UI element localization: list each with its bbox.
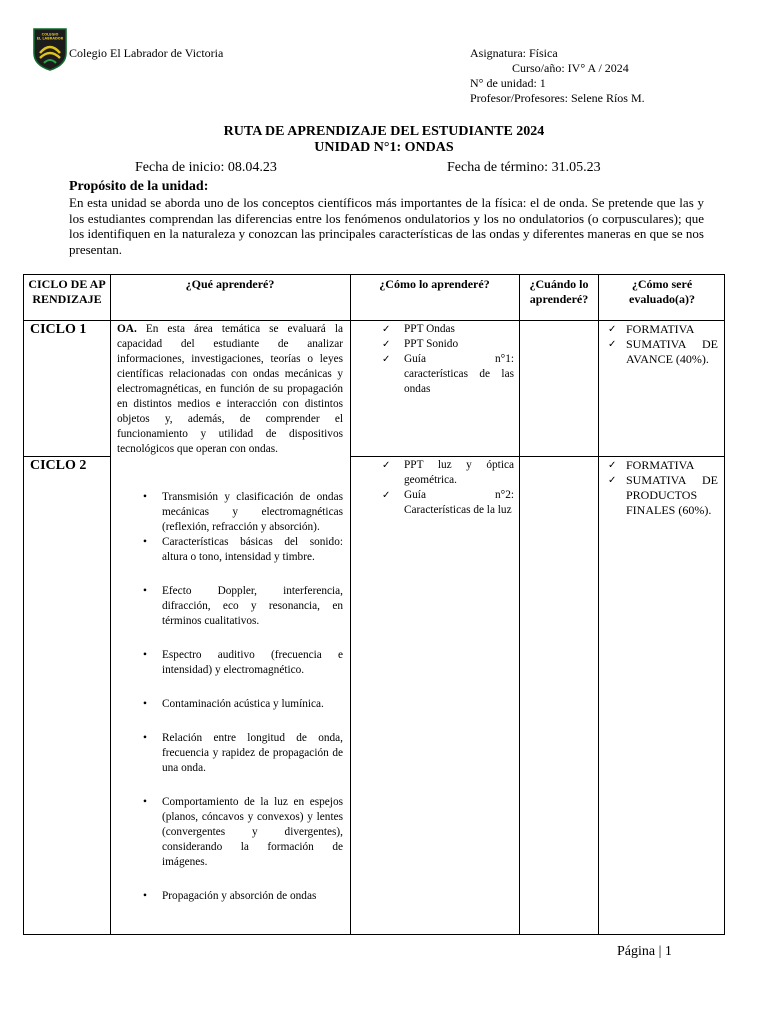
- list-item: • Propagación y absorción de ondas: [117, 889, 343, 904]
- subject: Asignatura: Física: [470, 46, 558, 60]
- start-date: Fecha de inicio: 08.04.23: [135, 160, 277, 175]
- header-how: ¿Cómo lo aprenderé?: [379, 277, 490, 291]
- course-meta: [470, 46, 645, 106]
- list-item: • Efecto Doppler, interferencia, difracción, eco y resonancia, en términos cualitativos.: [117, 584, 343, 629]
- list-item: • Comportamiento de la luz en espejos (planos, cóncavos y convexos) y lentes (convergentes y divergentes), considerando la formación de imágenes.: [117, 795, 343, 870]
- list-item: ✓ PPT luz y óptica geométrica.: [380, 458, 514, 488]
- list-item: ✓ Guía n°2: Características de la luz: [380, 488, 514, 518]
- evaluation-list-cycle-2: [606, 458, 718, 518]
- list-item: • Transmisión y clasificación de ondas mecánicas y electromagnéticas (reflexión, refracción y absorción).: [117, 490, 343, 535]
- list-item: • Características básicas del sonido: altura o tono, intensidad y timbre.: [117, 535, 343, 565]
- cycle-2-label: CICLO 2: [30, 458, 87, 473]
- oa-description: [117, 322, 343, 457]
- list-item: ✓ FORMATIVA: [606, 322, 718, 337]
- list-item: ✓ PPT Ondas: [380, 322, 514, 337]
- svg-text:EL LABRADOR: EL LABRADOR: [36, 36, 64, 41]
- list-item: • Espectro auditivo (frecuencia e intensidad) y electromagnético.: [117, 648, 343, 678]
- table-border-top: [23, 274, 725, 275]
- how-list-cycle-2: [380, 458, 514, 518]
- course: Curso/año: IV° A / 2024: [512, 61, 629, 75]
- page-number: Página | 1: [617, 944, 672, 959]
- purpose-heading: Propósito de la unidad:: [69, 179, 209, 194]
- cycle-divider-right: [350, 456, 725, 457]
- title-line-1: RUTA DE APRENDIZAJE DEL ESTUDIANTE 2024: [223, 124, 545, 139]
- purpose-text: En esta unidad se aborda uno de los conceptos científicos más importantes de la física: el de onda. Se pretende que las y los estudiantes comprendan las diferencias entre los fenómenos ondulatorios y los no ondulatorios (o corpusculares); que los identifiquen en la naturaleza y conozcan las principales características de las ondas y diferentes maneras en que se nos presentan.: [69, 195, 704, 257]
- list-item: • Contaminación acústica y lumínica.: [117, 697, 343, 712]
- table-header-divider: [23, 320, 725, 321]
- school-logo: [32, 27, 68, 71]
- svg-text:COLEGIO: COLEGIO: [41, 32, 59, 37]
- school-name: Colegio El Labrador de Victoria: [69, 46, 224, 60]
- list-item: ✓ PPT Sonido: [380, 337, 514, 352]
- how-list-cycle-1: [380, 322, 514, 397]
- list-item: • Relación entre longitud de onda, frecuencia y rapidez de propagación de una onda.: [117, 731, 343, 776]
- header-what: ¿Qué aprenderé?: [185, 277, 275, 291]
- table-border-right: [724, 274, 725, 934]
- cycle-divider-left: [23, 456, 110, 457]
- oa-text: En esta área temática se evaluará la capacidad del estudiante de analizar informaciones, investigaciones, teorías o leyes científicas relacionadas con ondas mecánicas y electromagnéticas, en función de su propagación en distintos medios e interacción con distintos objetos y, además, de comprender el funcionamiento y utilidad de dispositivos tecnológicos que operan con ondas.: [117, 323, 343, 455]
- unit-number: N° de unidad: 1: [470, 76, 546, 90]
- list-item: ✓ FORMATIVA: [606, 458, 718, 473]
- end-date: Fecha de término: 31.05.23: [447, 160, 601, 175]
- list-item: ✓ Guía n°1: características de las ondas: [380, 352, 514, 397]
- oa-label: OA.: [117, 323, 137, 335]
- topics-list: [117, 490, 343, 904]
- teacher: Profesor/Profesores: Selene Ríos M.: [470, 91, 645, 105]
- col-divider-1: [110, 274, 111, 934]
- header-evaluation: ¿Cómo seré evaluado(a)?: [629, 277, 695, 306]
- header-when: ¿Cuándo lo aprenderé?: [529, 277, 589, 306]
- document-title: [0, 124, 768, 156]
- table-border-left: [23, 274, 24, 934]
- evaluation-list-cycle-1: [606, 322, 718, 367]
- table-border-bottom: [23, 934, 725, 935]
- col-divider-2: [350, 274, 351, 934]
- header-cycle: CICLO DE APRENDIZAJE: [28, 277, 106, 306]
- list-item: ✓ SUMATIVA DE AVANCE (40%).: [606, 337, 718, 367]
- cycle-1-label: CICLO 1: [30, 322, 87, 337]
- title-line-2: UNIDAD N°1: ONDAS: [314, 140, 454, 155]
- col-divider-4: [598, 274, 599, 934]
- list-item: ✓ SUMATIVA DE PRODUCTOS FINALES (60%).: [606, 473, 718, 518]
- col-divider-3: [519, 274, 520, 934]
